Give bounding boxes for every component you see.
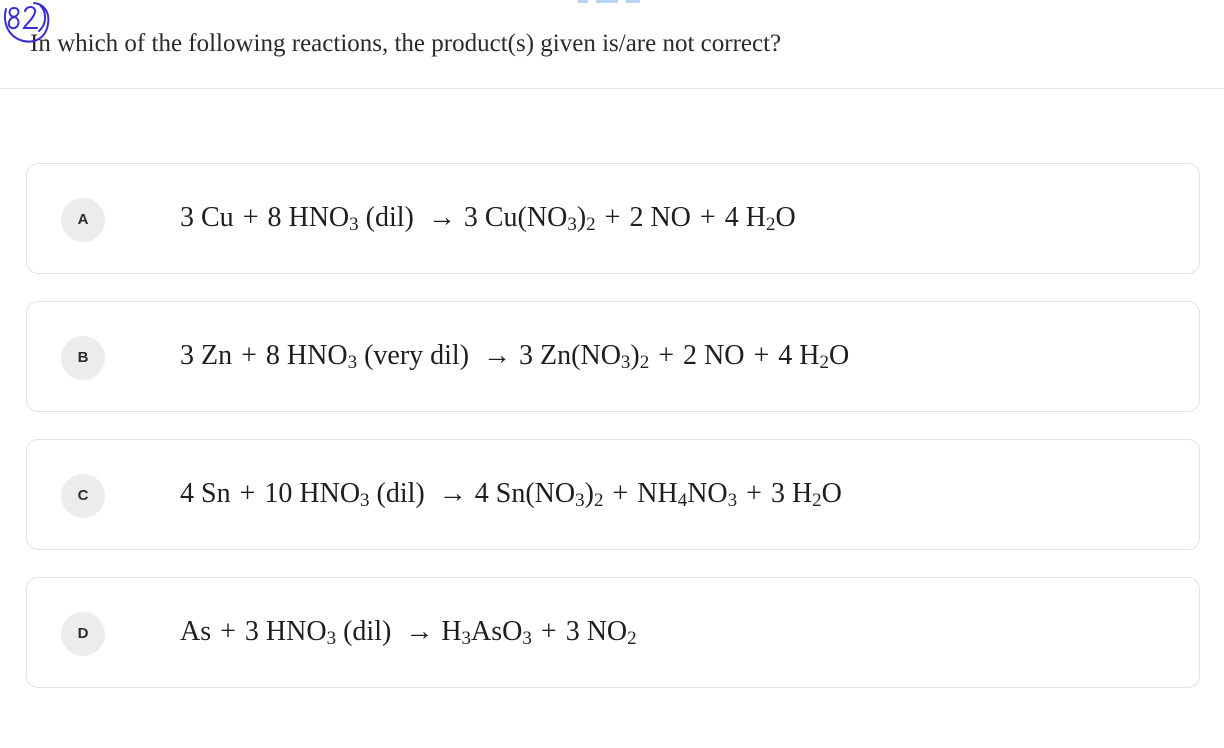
option-d-equation: As + 3 $HNO_3$ $(dil) \to H_3AsO_3 + 3$ $NO_2$ [180,616,637,649]
option-c-equation: 4 Sn + 10 $HNO_3$ (dil) → 4 $Sn(NO_3)_2 + NH_4NO_3 + 3$ $H_2O$ [180,478,842,511]
top-decoration-icon [578,0,642,6]
option-c[interactable] [26,439,1200,550]
option-b-equation: 3 Zn + 8 $HNO_3$ (very dil) → 3 $Zn(NO_3)_2 + 2$ NO + 4 $H_2O$ [180,340,850,373]
handwritten-question-number [0,0,56,50]
option-b[interactable] [26,301,1200,412]
question-text: In which of the following reactions, the product(s) given is/are not correct? [30,30,782,57]
option-a[interactable] [26,163,1200,274]
option-b-badge: B [61,336,105,380]
option-a-badge: A [61,198,105,242]
option-a-equation: 3 Cu + 8 $HNO_3$ (dil) → 3 $Cu(NO_3)_2 + 2$ NO + 4 $H_2O$ [180,202,796,235]
question-header [0,0,1224,89]
option-d[interactable] [26,577,1200,688]
option-d-badge: D [61,612,105,656]
option-c-badge: C [61,474,105,518]
